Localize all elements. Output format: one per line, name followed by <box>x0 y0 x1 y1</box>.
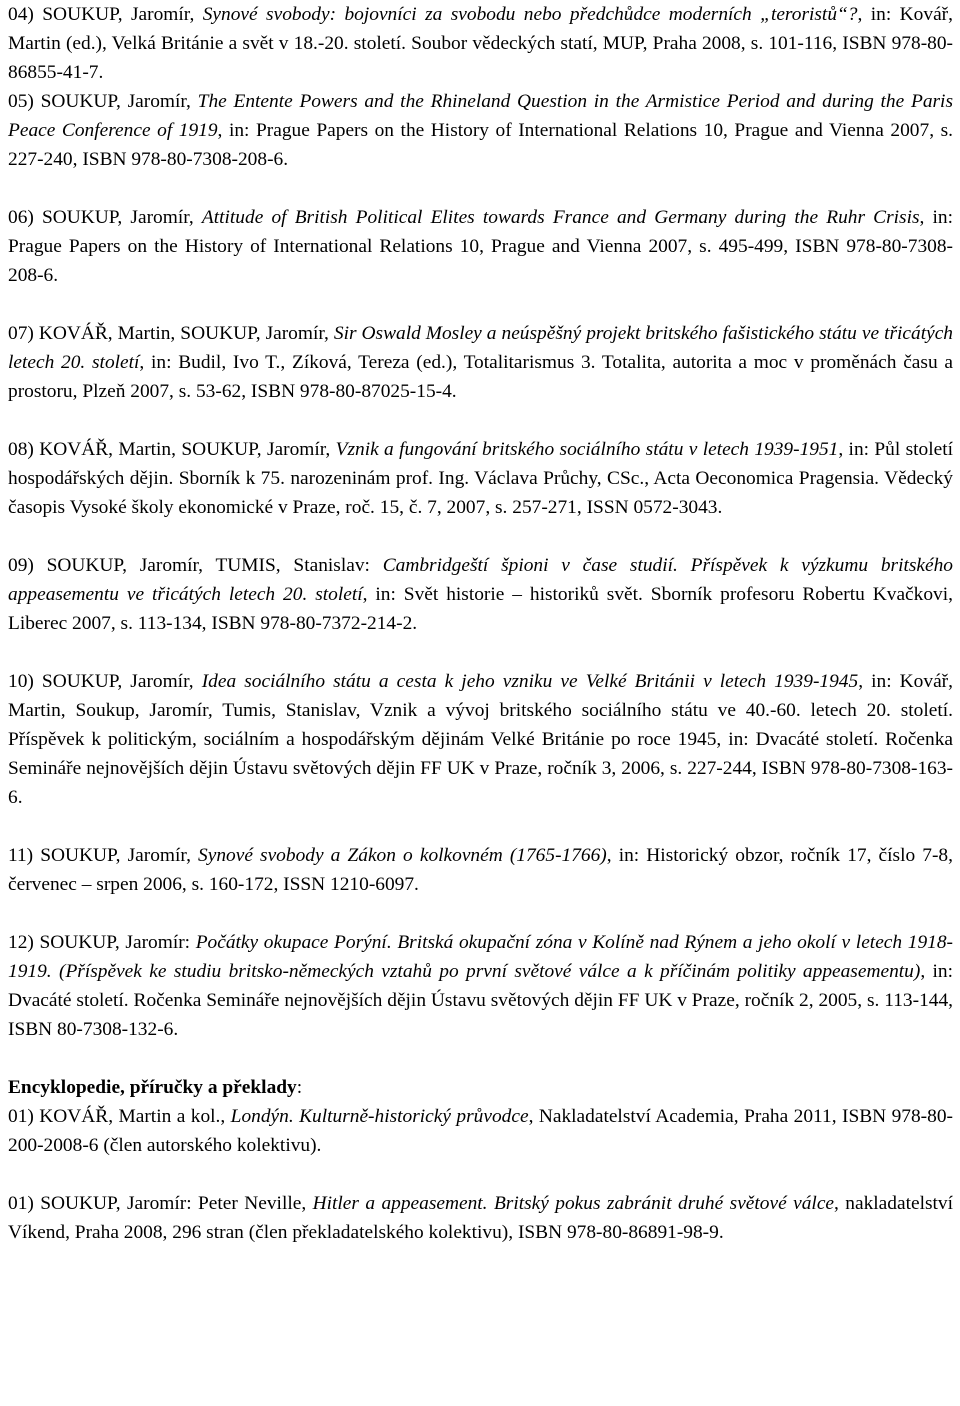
entry-title: Počátky okupace Porýní. Britská okupační zóna v Kolíně nad Rýnem a jeho okolí v letech 1918-1919. (Příspěvek ke studiu britsko-německých vztahů po první světové válce a k příčinám politiky appeasementu) <box>8 932 953 982</box>
section-list <box>8 1102 953 1247</box>
section-heading <box>8 1073 953 1102</box>
entry-text: , in: Půl století hospodářských dějin. Sborník k 75. narozeninám prof. Ing. Václava Průchy, CSc., Acta Oeconomica Pragensia. Vědecký časopis Vysoké školy ekonomické v Praze, roč. 15, č. 7, 2007, s. 257-271, ISSN 0572-3043. <box>8 439 953 518</box>
entry-text: , in: Budil, Ivo T., Zíková, Tereza (ed.), Totalitarismus 3. Totalita, autorita a moc v proměnách času a prostoru, Plzeň 2007, s. 53-62, ISBN 978-80-87025-15-4. <box>8 352 954 402</box>
bibliography-entry-04 <box>8 0 953 87</box>
entry-title: The Entente Powers and the Rhineland Question in the Armistice Period and during the Paris Peace Conference of 1919 <box>8 91 953 141</box>
entry-text: 01) KOVÁŘ, Martin a kol., <box>8 1106 231 1127</box>
entry-text: 11) SOUKUP, Jaromír, <box>8 845 199 866</box>
bibliography-list <box>8 0 953 1044</box>
entry-text: , in: Svět historie – historiků svět. Sborník profesoru Robertu Kvačkovi, Liberec 2007, s. 113-134, ISBN 978-80-7372-214-2. <box>8 584 953 634</box>
entry-title: Synové svobody a Zákon o kolkovném (1765-1766) <box>198 845 607 866</box>
entry-text: 08) KOVÁŘ, Martin, SOUKUP, Jaromír, <box>8 439 336 460</box>
entry-text: , in: Kovář, Martin, Soukup, Jaromír, Tumis, Stanislav, Vznik a vývoj britského sociálního státu ve 40.-60. letech 20. století. Příspěvek k politickým, sociálním a hospodářským dějinám Velké Británie po roce 1945, in: Dvacáté století. Ročenka Semináře nejnovějších dějin Ústavu světových dějin FF UK v Praze, ročník 3, 2006, s. 227-244, ISBN 978-80-7308-163-6. <box>8 671 953 808</box>
bibliography-entry-08 <box>8 435 953 522</box>
bibliography-entry-06 <box>8 203 953 290</box>
entry-title: Idea sociálního státu a cesta k jeho vzniku ve Velké Británii v letech 1939-1945 <box>201 671 859 692</box>
entry-text: 09) SOUKUP, Jaromír, TUMIS, Stanislav: <box>8 555 383 576</box>
entry-title: Londýn. Kulturně-historický průvodce <box>230 1106 529 1127</box>
bibliography-entry-09 <box>8 551 953 638</box>
entry-title: Attitude of British Political Elites towards France and Germany during the Ruhr Crisis <box>201 207 920 228</box>
entry-text: 12) SOUKUP, Jaromír: <box>8 932 196 953</box>
entry-text: , Nakladatelství Academia, Praha 2011, ISBN 978-80-200-2008-6 (člen autorského kolektivu). <box>8 1106 953 1156</box>
entry-title: Synové svobody: bojovníci za svobodu nebo předchůdce moderních „teroristů“? <box>202 4 858 25</box>
entry-text: 07) KOVÁŘ, Martin, SOUKUP, Jaromír, <box>8 323 334 344</box>
entry-text: 04) SOUKUP, Jaromír, <box>8 4 203 25</box>
entry-text: , nakladatelství Víkend, Praha 2008, 296 stran (člen překladatelského kolektivu), ISBN 978-80-86891-98-9. <box>8 1193 953 1243</box>
bibliography-entry-11 <box>8 841 953 899</box>
entry-title: Vznik a fungování britského sociálního státu v letech 1939-1951 <box>335 439 839 460</box>
entry-text: , in: Prague Papers on the History of International Relations 10, Prague and Vienna 2007, s. 495-499, ISBN 978-80-7308-208-6. <box>8 207 953 286</box>
entry-text: , in: Kovář, Martin (ed.), Velká Británie a svět v 18.-20. století. Soubor vědeckých statí, MUP, Praha 2008, s. 101-116, ISBN 978-80-86855-41-7. <box>8 4 953 83</box>
bibliography-entry-12 <box>8 928 953 1044</box>
entry-text: , in: Historický obzor, ročník 17, číslo 7-8, červenec – srpen 2006, s. 160-172, ISSN 1210-6097. <box>8 845 953 895</box>
entry-text: 06) SOUKUP, Jaromír, <box>8 207 202 228</box>
bibliography-entry-05 <box>8 87 953 174</box>
bibliography-entry-07 <box>8 319 953 406</box>
section-heading-suffix: : <box>296 1077 303 1098</box>
entry-text: , in: Prague Papers on the History of International Relations 10, Prague and Vienna 2007, s. 227-240, ISBN 978-80-7308-208-6. <box>8 120 953 170</box>
entry-text: 05) SOUKUP, Jaromír, <box>8 91 198 112</box>
bibliography-entry-10 <box>8 667 953 812</box>
bibliography-entry-enc-01a <box>8 1102 953 1160</box>
bibliography-entry-enc-01b <box>8 1189 953 1247</box>
entry-title: Sir Oswald Mosley a neúspěšný projekt britského fašistického státu ve třicátých letech 20. století <box>8 323 953 373</box>
entry-text: 01) SOUKUP, Jaromír: Peter Neville, <box>8 1193 313 1214</box>
section-heading-text: Encyklopedie, příručky a překlady <box>8 1077 297 1098</box>
entry-title: Hitler a appeasement. Britský pokus zabránit druhé světové válce <box>312 1193 835 1214</box>
entry-title: Cambridgeští špioni v čase studií. Příspěvek k výzkumu britského appeasementu ve třicátých letech 20. století <box>8 555 953 605</box>
entry-text: , in: Dvacáté století. Ročenka Semináře nejnovějších dějin Ústavu světových dějin FF UK v Praze, ročník 2, 2005, s. 113-144, ISBN 80-7308-132-6. <box>8 961 953 1040</box>
entry-text: 10) SOUKUP, Jaromír, <box>8 671 202 692</box>
